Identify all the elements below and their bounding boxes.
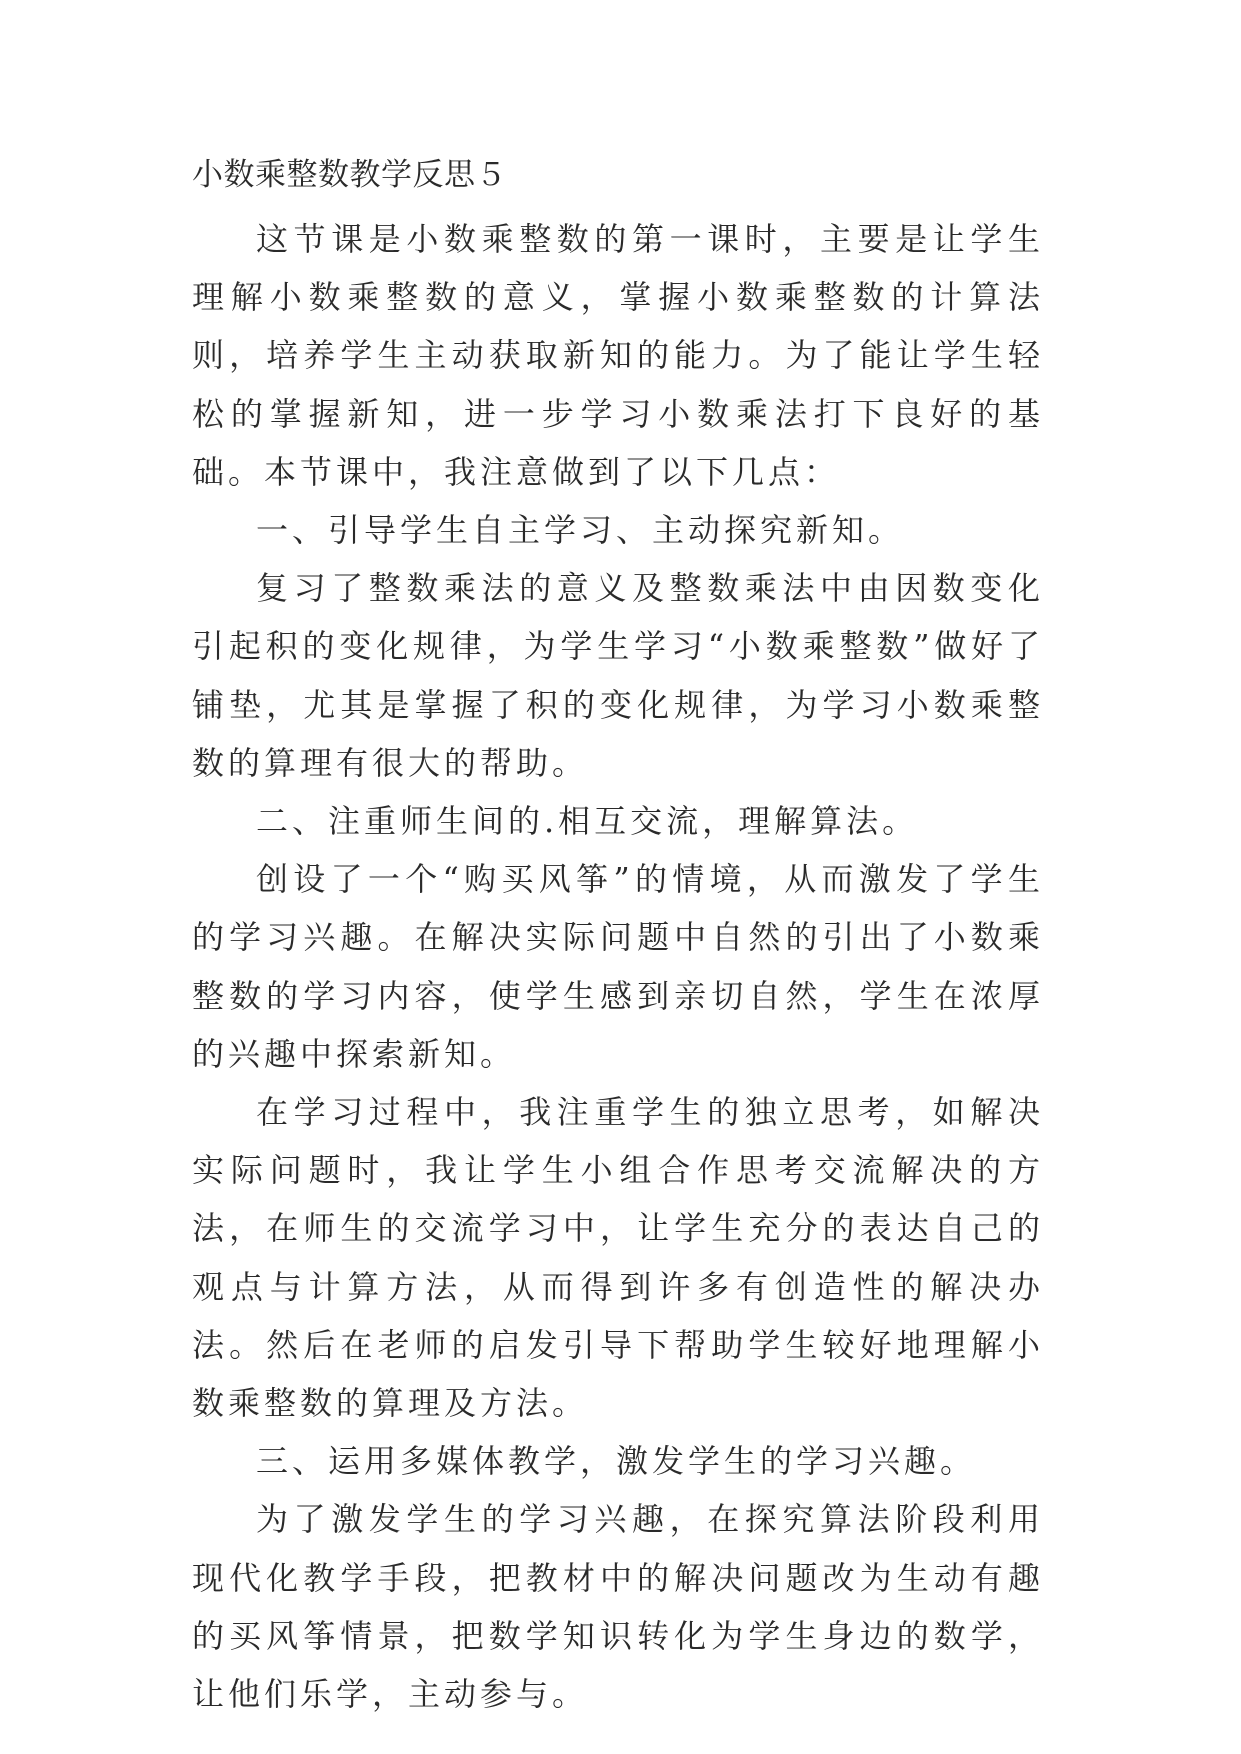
section-heading-1: 一、引导学生自主学习、主动探究新知。 [256, 511, 905, 550]
paragraph-review: 复习了整数乘法的意义及整数乘法中由因数变化引起积的变化规律，为学生学习“小数乘整数”做好了铺垫，尤其是掌握了积的变化规律，为学习小数乘整数的算理有很大的帮助。 [192, 569, 1044, 782]
paragraph-multimedia: 为了激发学生的学习兴趣，在探究算法阶段利用现代化教学手段，把教材中的解决问题改为生动有趣的买风筝情景，把数学知识转化为学生身边的数学，让他们乐学，主动参与。 [192, 1500, 1044, 1714]
document-page [192, 155, 1044, 1723]
paragraph-intro: 这节课是小数乘整数的第一课时，主要是让学生理解小数乘整数的意义，掌握小数乘整数的计算法则，培养学生主动获取新知的能力。为了能让学生轻松的掌握新知，进一步学习小数乘法打下良好的基础。本节课中，我注意做到了以下几点： [192, 220, 1044, 491]
document-body [192, 210, 1044, 1723]
paragraph-independent-thinking: 在学习过程中，我注重学生的独立思考，如解决实际问题时，我让学生小组合作思考交流解决的方法，在师生的交流学习中，让学生充分的表达自己的观点与计算方法，从而得到许多有创造性的解决办法。然后在老师的启发引导下帮助学生较好地理解小数乘整数的算理及方法。 [192, 1093, 1044, 1423]
section-heading-3: 三、运用多媒体教学，激发学生的学习兴趣。 [256, 1442, 977, 1481]
document-title: 小数乘整数教学反思５ [192, 157, 507, 193]
section-heading-2: 二、注重师生间的.相互交流，理解算法。 [256, 802, 919, 841]
paragraph-kite-scenario: 创设了一个“购买风筝”的情境，从而激发了学生的学习兴趣。在解决实际问题中自然的引出了小数乘整数的学习内容，使学生感到亲切自然，学生在浓厚的兴趣中探索新知。 [192, 860, 1044, 1073]
